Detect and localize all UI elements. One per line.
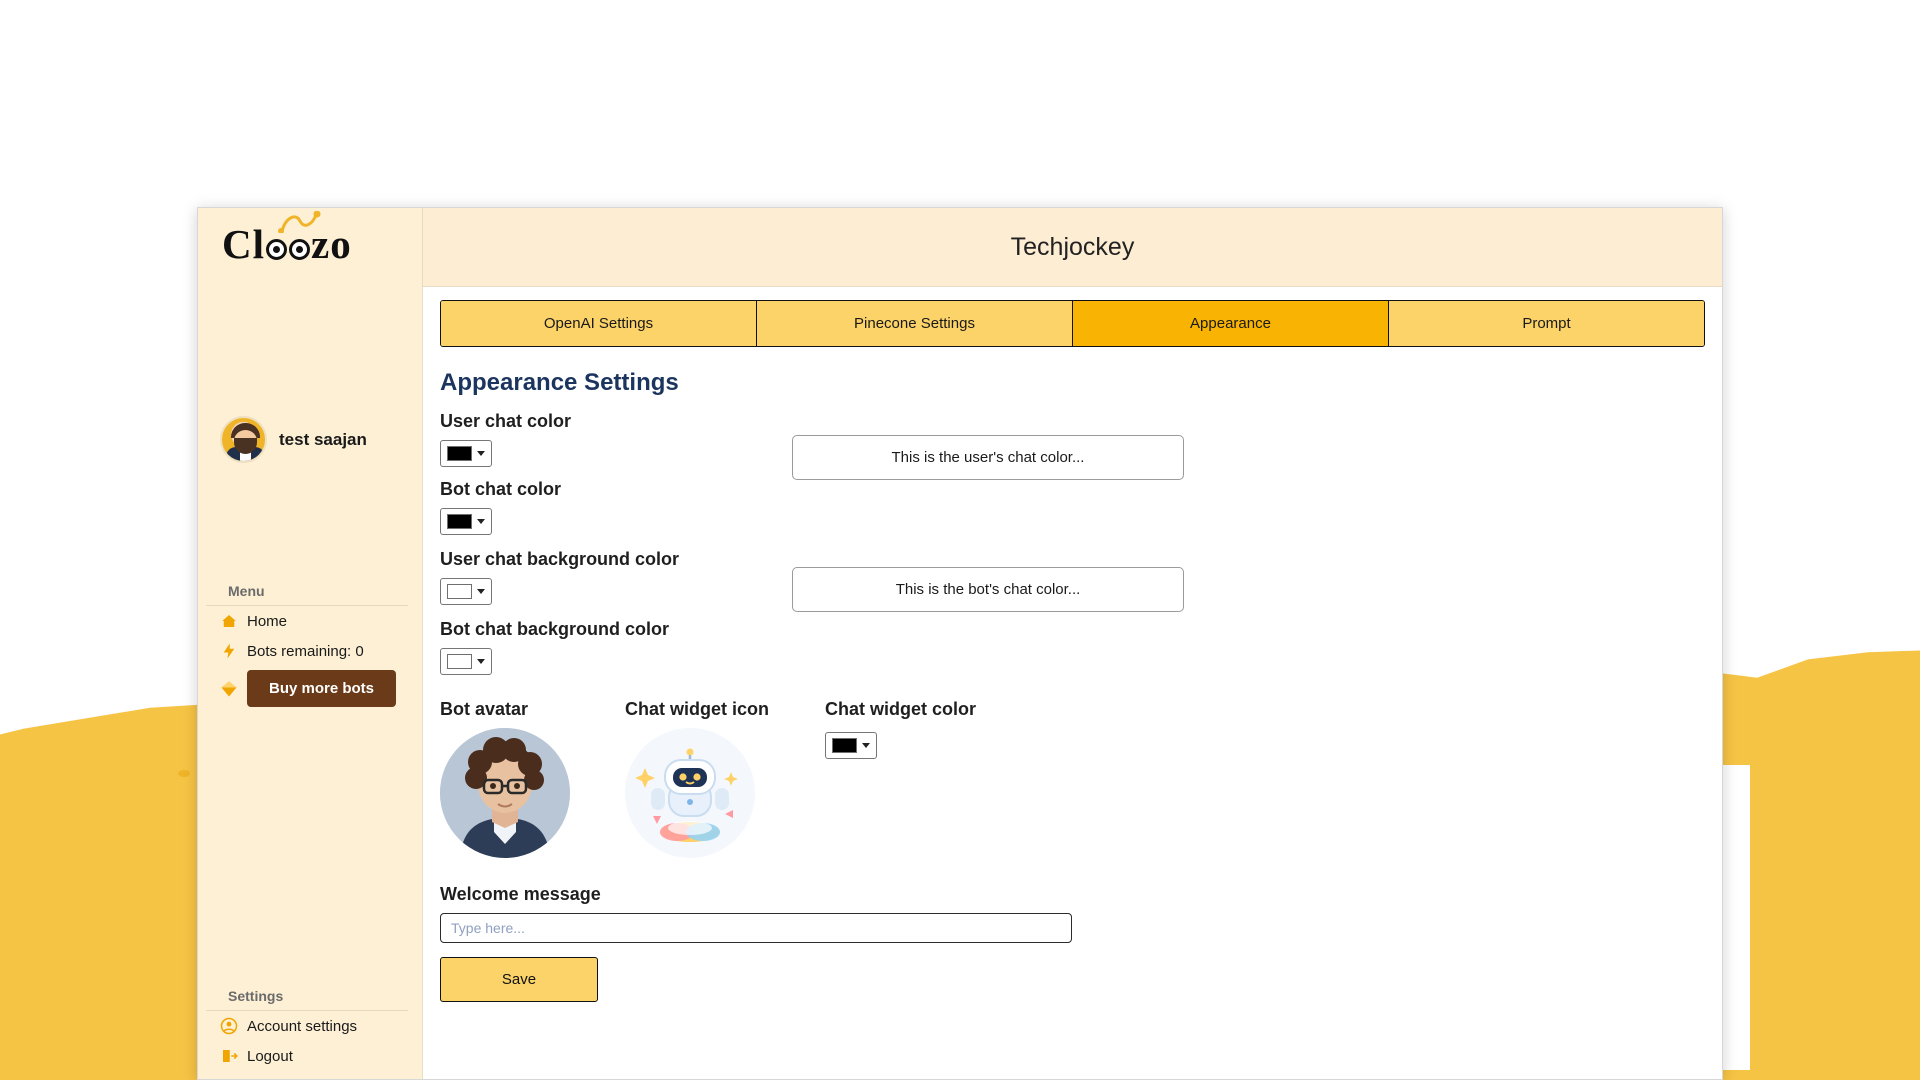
brand-logo[interactable] xyxy=(198,208,422,286)
buy-more-bots-row xyxy=(198,666,422,707)
tab-pinecone-settings[interactable]: Pinecone Settings xyxy=(757,301,1073,346)
background-blob-right xyxy=(1700,645,1920,765)
bot-chat-bg-color-chip xyxy=(447,654,472,669)
field-user-chat-color xyxy=(440,411,792,467)
bot-avatar-image[interactable] xyxy=(440,728,570,858)
bot-chat-color-picker[interactable] xyxy=(440,508,492,535)
save-button[interactable]: Save xyxy=(440,957,598,1002)
sidebar-item-account-settings-label: Account settings xyxy=(247,1017,358,1035)
chat-widget-color-block xyxy=(825,699,1065,858)
preview-column xyxy=(792,411,1705,681)
sidebar-item-account-settings[interactable] xyxy=(198,1011,422,1041)
menu-section-label: Menu xyxy=(206,583,408,606)
profile-name: test saajan xyxy=(279,429,367,449)
app-window xyxy=(197,207,1723,1080)
chevron-down-icon xyxy=(477,451,485,456)
media-row xyxy=(440,699,1705,858)
bot-avatar-illustration xyxy=(440,728,570,858)
sidebar-item-home-label: Home xyxy=(247,612,288,630)
bolt-icon xyxy=(220,642,238,660)
chat-widget-icon-block xyxy=(625,699,825,858)
chevron-down-icon xyxy=(477,659,485,664)
logo-text-right: zo xyxy=(311,221,352,267)
appearance-content xyxy=(423,347,1722,1079)
chat-widget-icon-label: Chat widget icon xyxy=(625,699,769,719)
tab-bar xyxy=(440,300,1705,347)
bot-chat-color-label: Bot chat color xyxy=(440,479,562,499)
user-chat-color-picker[interactable] xyxy=(440,440,492,467)
welcome-message-input[interactable] xyxy=(440,913,1072,943)
user-chat-preview: This is the user's chat color... xyxy=(792,435,1184,480)
profile-block xyxy=(198,416,422,463)
color-fields-grid xyxy=(440,411,1705,681)
field-user-chat-bg-color xyxy=(440,549,792,605)
chat-widget-icon-image[interactable] xyxy=(625,728,755,858)
chevron-down-icon xyxy=(477,589,485,594)
sidebar-item-logout[interactable] xyxy=(198,1041,422,1071)
robot-icon xyxy=(625,728,755,858)
brand-logo-text xyxy=(208,221,352,267)
background-dot xyxy=(178,770,190,777)
color-fields-column xyxy=(440,411,792,681)
settings-section xyxy=(198,988,422,1079)
bot-chat-bg-color-label: Bot chat background color xyxy=(440,619,670,639)
sidebar-item-logout-label: Logout xyxy=(247,1047,293,1065)
tab-openai-settings[interactable]: OpenAI Settings xyxy=(441,301,757,346)
chat-widget-color-picker[interactable] xyxy=(825,732,877,759)
topbar xyxy=(423,208,1722,287)
bot-chat-bg-color-picker[interactable] xyxy=(440,648,492,675)
home-icon xyxy=(220,612,238,630)
page-header-title: Techjockey xyxy=(1010,232,1135,261)
main-panel xyxy=(423,208,1722,1079)
menu-section xyxy=(198,583,422,707)
field-bot-chat-color xyxy=(440,479,792,535)
logo-eye-right xyxy=(289,239,310,260)
diamond-icon xyxy=(220,680,238,698)
avatar xyxy=(220,416,267,463)
buy-more-bots-button[interactable]: Buy more bots xyxy=(247,670,396,707)
logo-eye-left xyxy=(266,239,287,260)
chevron-down-icon xyxy=(862,743,870,748)
user-chat-color-chip xyxy=(447,446,472,461)
logo-text-left: Cl xyxy=(222,221,265,267)
chat-widget-color-label: Chat widget color xyxy=(825,699,977,719)
sidebar-item-home[interactable] xyxy=(198,606,422,636)
tab-prompt[interactable]: Prompt xyxy=(1389,301,1704,346)
user-chat-color-label: User chat color xyxy=(440,411,572,431)
page-title: Appearance Settings xyxy=(440,369,679,396)
chat-widget-color-chip xyxy=(832,738,857,753)
bot-avatar-block xyxy=(440,699,625,858)
tab-appearance[interactable]: Appearance xyxy=(1073,301,1389,346)
sidebar-item-bots-remaining-label: Bots remaining: 0 xyxy=(247,642,364,660)
field-bot-chat-bg-color xyxy=(440,619,792,675)
bot-chat-preview: This is the bot's chat color... xyxy=(792,567,1184,612)
user-chat-bg-color-picker[interactable] xyxy=(440,578,492,605)
chevron-down-icon xyxy=(477,519,485,524)
user-chat-bg-color-chip xyxy=(447,584,472,599)
user-circle-icon xyxy=(220,1017,238,1035)
welcome-message-label: Welcome message xyxy=(440,884,601,904)
sidebar-item-bots-remaining[interactable] xyxy=(198,636,422,666)
user-chat-bg-color-label: User chat background color xyxy=(440,549,680,569)
logout-icon xyxy=(220,1047,238,1065)
logo-antenna-icon xyxy=(278,211,322,233)
settings-section-label: Settings xyxy=(206,988,408,1011)
bot-chat-color-chip xyxy=(447,514,472,529)
sidebar xyxy=(198,208,423,1079)
bot-avatar-label: Bot avatar xyxy=(440,699,529,719)
